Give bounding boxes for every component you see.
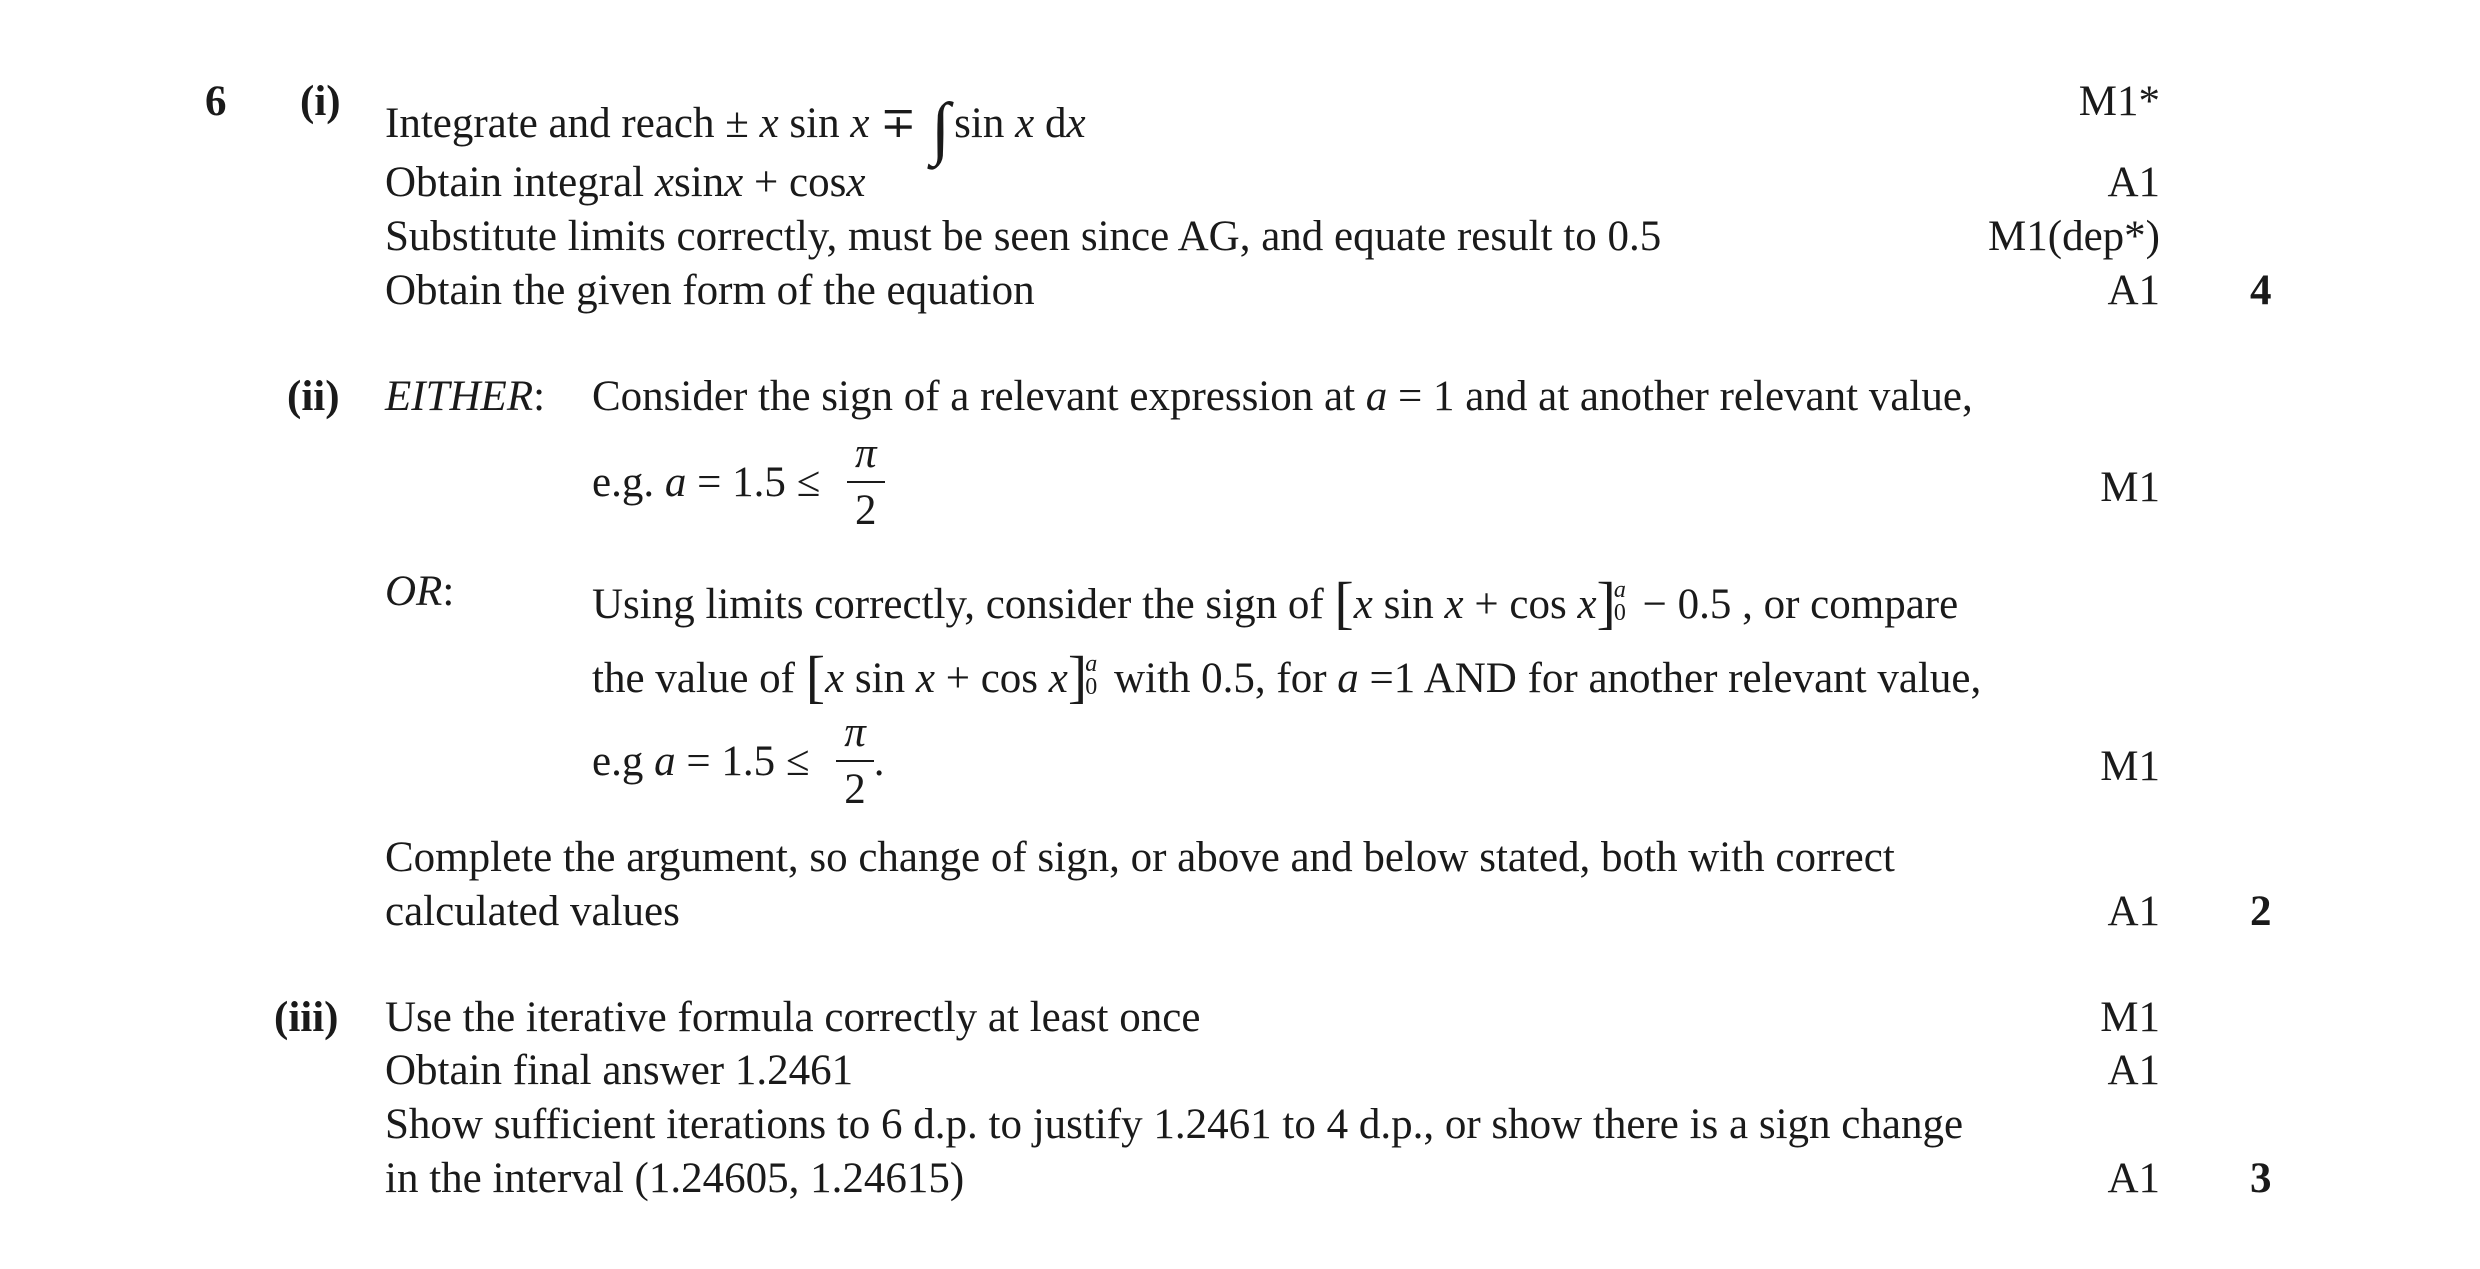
math-func: + cos: [934, 655, 1049, 702]
math-var: x: [724, 159, 744, 206]
math-func: sin: [1372, 581, 1445, 628]
math-func: sin: [789, 100, 840, 147]
complete-line-1: Complete the argument, so change of sign, or above and below stated, both with correct: [385, 834, 1895, 881]
line-text: = 1.5 ≤: [675, 737, 810, 785]
math-var: x: [1066, 100, 1086, 147]
or-line-3: [592, 709, 885, 815]
integral-sign: ∫: [930, 90, 951, 167]
mark: A1: [2107, 1155, 2160, 1202]
math-func: sin: [844, 655, 916, 702]
math-var: x: [654, 159, 674, 206]
part-i-line-1: [385, 80, 1086, 167]
line-text: = 1.5 ≤: [686, 458, 821, 506]
part-total: 2: [2250, 888, 2272, 935]
math-var: x: [1048, 655, 1068, 702]
math-func: sin: [673, 159, 725, 206]
pi-over-2-fraction: [836, 711, 874, 811]
math-var: x: [1015, 100, 1035, 147]
line-text: e.g: [592, 737, 655, 785]
math-op: ∓: [880, 100, 917, 147]
math-var: a: [1365, 373, 1388, 420]
math-var: x: [1353, 581, 1373, 628]
part-iii-line-2: Obtain final answer 1.2461: [385, 1047, 854, 1094]
mark: M1: [2100, 994, 2160, 1041]
mark: M1: [2100, 743, 2160, 790]
or-word: OR: [385, 568, 443, 615]
or-label: [385, 570, 454, 613]
math-var: a: [654, 737, 676, 785]
line-text: Obtain integral: [385, 159, 655, 206]
mark: A1: [2107, 267, 2160, 314]
or-line-1: [592, 570, 1959, 635]
mark: A1: [2107, 1047, 2160, 1094]
left-bracket: [: [805, 644, 826, 709]
part-iii-label: (iii): [274, 994, 339, 1041]
fraction-numerator: π: [847, 432, 885, 483]
either-word: EITHER: [385, 373, 534, 420]
right-bracket: ]: [1067, 644, 1088, 709]
right-bracket: ]: [1596, 570, 1616, 635]
math-var: a: [664, 458, 687, 506]
line-text: the value of: [592, 655, 806, 702]
or-line-2: [592, 644, 1982, 709]
line-text: − 0.5 , or compare: [1631, 581, 1959, 628]
part-iii-line-1: Use the iterative formula correctly at least once: [385, 994, 1201, 1041]
part-total: 4: [2250, 267, 2272, 314]
part-i-line-4: Obtain the given form of the equation: [385, 267, 1035, 314]
line-text: Integrate and reach ±: [385, 100, 749, 147]
part-iii-line-3: Show sufficient iterations to 6 d.p. to justify 1.2461 to 4 d.p., or show there is a sign change: [385, 1101, 1964, 1148]
part-iii-line-4: in the interval (1.24605, 1.24615): [385, 1155, 965, 1202]
math-var: x: [846, 159, 866, 206]
left-bracket: [: [1334, 570, 1354, 635]
colon: :: [533, 373, 546, 420]
math-var: x: [850, 100, 870, 147]
math-func: + cos: [743, 159, 847, 206]
limits: [1085, 653, 1097, 699]
math-var: x: [1577, 581, 1597, 628]
mark: M1(dep*): [1988, 213, 2160, 260]
mark: M1*: [2078, 78, 2160, 125]
line-text: with 0.5, for: [1103, 655, 1338, 702]
mark: M1: [2100, 464, 2160, 511]
part-i-line-3: Substitute limits correctly, must be seen since AG, and equate result to 0.5: [385, 213, 1662, 260]
part-ii-label: (ii): [287, 373, 340, 420]
line-text: Using limits correctly, consider the sign of: [592, 581, 1335, 628]
either-line-1: [592, 375, 1973, 418]
lower-limit: 0: [1613, 600, 1626, 627]
part-total: 3: [2250, 1155, 2272, 1202]
math-var: x: [825, 655, 845, 702]
part-i-line-2: [385, 161, 865, 204]
upper-limit: a: [1613, 577, 1626, 604]
math-var: x: [915, 655, 935, 702]
colon: :: [442, 568, 455, 615]
line-text: =1 AND for another relevant value,: [1358, 655, 1982, 702]
math-func: + cos: [1463, 581, 1578, 628]
line-text: Consider the sign of a relevant expression at: [592, 373, 1366, 420]
fraction-numerator: π: [836, 711, 874, 762]
line-text: e.g.: [592, 458, 665, 506]
math-var: x: [1444, 581, 1464, 628]
either-label: [385, 375, 545, 418]
mark: A1: [2107, 888, 2160, 935]
part-i-label: (i): [300, 78, 341, 125]
line-text: = 1 and at another relevant value,: [1387, 373, 1973, 420]
math-d: d: [1044, 100, 1067, 147]
question-number: 6: [205, 78, 227, 125]
upper-limit: a: [1085, 651, 1098, 678]
complete-line-2: calculated values: [385, 888, 680, 935]
math-var: a: [1337, 655, 1359, 702]
fraction-denominator: 2: [854, 487, 877, 534]
math-func: sin: [954, 100, 1005, 147]
pi-over-2-fraction: [847, 432, 885, 532]
mark: A1: [2107, 159, 2160, 206]
limits: [1614, 579, 1626, 625]
either-line-2: [592, 430, 885, 536]
period: .: [873, 737, 885, 785]
lower-limit: 0: [1085, 674, 1098, 701]
fraction-denominator: 2: [844, 766, 866, 813]
math-var: x: [759, 100, 779, 147]
